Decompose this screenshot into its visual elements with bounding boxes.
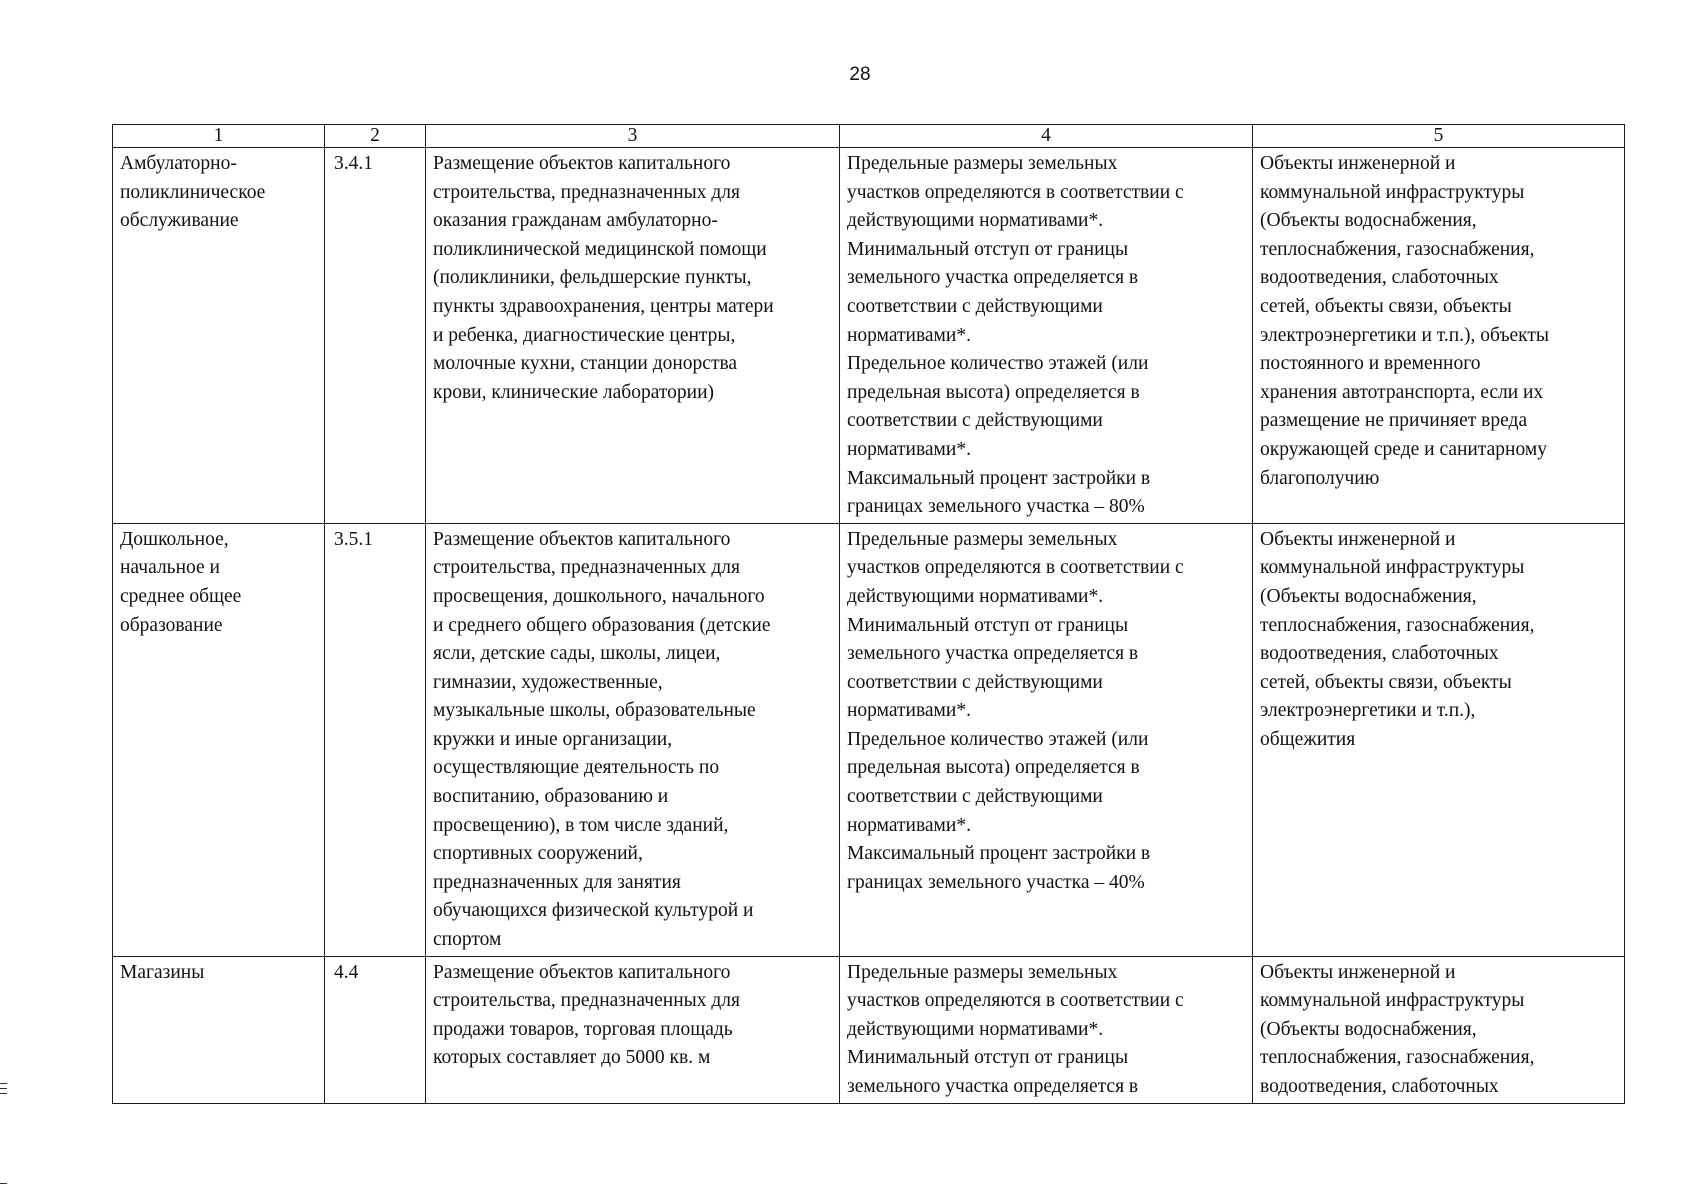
auxiliary-uses-line: (Объекты водоснабжения, (1260, 585, 1477, 607)
use-parameters-line: предельная высота) определяется в (847, 381, 1140, 403)
use-type-name-cell (113, 148, 325, 524)
use-parameters-line: Минимальный отступ от границы (847, 1047, 1129, 1069)
column-number-2: 2 (325, 125, 426, 148)
use-description-line: воспитанию, образованию и (433, 786, 669, 808)
use-type-name-line: Дошкольное, (120, 528, 229, 550)
auxiliary-uses-line: электроэнергетики и т.п.), объекты (1260, 324, 1550, 346)
use-parameters-line: соответствии с действующими (847, 786, 1103, 808)
use-parameters-line: земельного участка определяется в (847, 643, 1139, 665)
use-description-line: оказания гражданам амбулаторно- (433, 210, 718, 232)
auxiliary-uses-line: общежития (1260, 728, 1356, 750)
use-type-name-line: среднее общее (120, 585, 242, 607)
use-parameters-line: действующими нормативами*. (847, 210, 1104, 232)
use-description-line: Размещение объектов капитального (433, 153, 731, 174)
use-description-line: Размещение объектов капитального (433, 528, 731, 550)
use-parameters-line: соответствии с действующими (847, 295, 1103, 317)
use-parameters-line: участков определяются в соответствии с (847, 990, 1184, 1012)
use-description-cell (426, 523, 840, 956)
use-type-name-cell (113, 523, 325, 956)
use-description-line: строительства, предназначенных для (433, 557, 740, 579)
use-parameters-line: Предельное количество этажей (или (847, 353, 1149, 375)
auxiliary-uses-line: теплоснабжения, газоснабжения, (1260, 238, 1535, 260)
use-parameters-line: нормативами*. (847, 438, 971, 460)
use-type-name-line: Амбулаторно- (120, 153, 237, 174)
auxiliary-uses-cell (1253, 148, 1625, 524)
auxiliary-uses-line: Объекты инженерной и (1260, 528, 1456, 550)
use-description-line: музыкальные школы, образовательные (433, 700, 756, 722)
use-parameters-cell (840, 148, 1253, 524)
use-parameters-line: границах земельного участка – 40% (847, 871, 1145, 893)
use-type-code-cell (325, 148, 426, 524)
use-parameters-line: Предельные размеры земельных (847, 153, 1118, 174)
use-parameters-line: действующими нормативами*. (847, 1018, 1104, 1040)
table-row (113, 523, 1625, 956)
use-description-line: предназначенных для занятия (433, 871, 681, 893)
use-description-line: и среднего общего образования (детские (433, 614, 771, 636)
use-description-line: продажи товаров, торговая площадь (433, 1018, 733, 1040)
use-description-line: пункты здравоохранения, центры матери (433, 295, 774, 317)
use-parameters-line: нормативами*. (847, 700, 971, 722)
auxiliary-uses-line: постоянного и временного (1260, 353, 1481, 375)
auxiliary-uses-line: благополучию (1260, 467, 1380, 489)
use-type-name-line: начальное и (120, 557, 220, 579)
use-description-line: спортом (433, 929, 502, 951)
auxiliary-uses-line: размещение не причиняет вреда (1260, 410, 1528, 432)
use-description-line: спортивных сооружений, (433, 843, 643, 865)
use-description-line: строительства, предназначенных для (433, 990, 740, 1012)
use-parameters-cell (840, 523, 1253, 956)
use-description-line: которых составляет до 5000 кв. м (433, 1047, 711, 1069)
auxiliary-uses-line: коммунальной инфраструктуры (1260, 990, 1525, 1012)
auxiliary-uses-line: теплоснабжения, газоснабжения, (1260, 1047, 1535, 1069)
use-description-line: ясли, детские сады, школы, лицеи, (433, 643, 721, 665)
auxiliary-uses-line: коммунальной инфраструктуры (1260, 557, 1525, 579)
use-parameters-line: нормативами*. (847, 814, 971, 836)
table-row (113, 148, 1625, 524)
use-description-line: крови, клинические лаборатории) (433, 381, 715, 403)
margin-tick-mark (0, 1183, 7, 1184)
use-description-line: просвещения, дошкольного, начального (433, 585, 765, 607)
use-parameters-line: соответствии с действующими (847, 671, 1103, 693)
use-description-line: и ребенка, диагностические центры, (433, 324, 736, 346)
use-parameters-line: Предельные размеры земельных (847, 961, 1118, 983)
use-type-name-line: обслуживание (120, 210, 239, 232)
use-parameters-line: Максимальный процент застройки в (847, 843, 1151, 865)
auxiliary-uses-line: хранения автотранспорта, если их (1260, 381, 1544, 403)
use-type-name-cell (113, 956, 325, 1103)
use-description-line: строительства, предназначенных для (433, 181, 740, 203)
auxiliary-uses-line: водоотведения, слаботочных (1260, 643, 1499, 665)
use-parameters-line: земельного участка определяется в (847, 267, 1139, 289)
column-number-3: 3 (426, 125, 840, 148)
use-description-line: молочные кухни, станции донорства (433, 353, 738, 375)
column-number-1: 1 (113, 125, 325, 148)
auxiliary-uses-cell (1253, 523, 1625, 956)
use-description-line: гимназии, художественные, (433, 671, 663, 693)
auxiliary-uses-line: Объекты инженерной и (1260, 961, 1456, 983)
auxiliary-uses-line: теплоснабжения, газоснабжения, (1260, 614, 1535, 636)
use-description-cell (426, 148, 840, 524)
use-description-line: обучающихся физической культурой и (433, 900, 754, 922)
use-description-line: осуществляющие деятельность по (433, 757, 720, 779)
auxiliary-uses-line: сетей, объекты связи, объекты (1260, 671, 1512, 693)
use-type-name-line: поликлиническое (120, 181, 266, 203)
use-parameters-line: Предельные размеры земельных (847, 528, 1118, 550)
auxiliary-uses-cell (1253, 956, 1625, 1103)
auxiliary-uses-line: (Объекты водоснабжения, (1260, 210, 1477, 232)
use-parameters-line: Максимальный процент застройки в (847, 467, 1151, 489)
auxiliary-uses-line: сетей, объекты связи, объекты (1260, 295, 1512, 317)
margin-tick-mark (0, 1093, 7, 1094)
margin-tick-mark (0, 1088, 7, 1089)
use-description-line: просвещению), в том числе зданий, (433, 814, 729, 836)
use-type-code: 4.4 (334, 961, 359, 983)
use-parameters-line: предельная высота) определяется в (847, 757, 1140, 779)
auxiliary-uses-line: (Объекты водоснабжения, (1260, 1018, 1477, 1040)
use-parameters-line: Предельное количество этажей (или (847, 728, 1149, 750)
use-type-code-cell (325, 523, 426, 956)
use-parameters-line: земельного участка определяется в (847, 1076, 1139, 1097)
use-description-line: Размещение объектов капитального (433, 961, 731, 983)
use-parameters-line: Минимальный отступ от границы (847, 238, 1129, 260)
use-description-line: кружки и иные организации, (433, 728, 673, 750)
use-type-code: 3.4.1 (334, 153, 373, 174)
auxiliary-uses-line: электроэнергетики и т.п.), (1260, 700, 1476, 722)
use-parameters-line: действующими нормативами*. (847, 585, 1104, 607)
land-use-table (112, 124, 1625, 1104)
use-parameters-line: Минимальный отступ от границы (847, 614, 1129, 636)
auxiliary-uses-line: Объекты инженерной и (1260, 153, 1456, 174)
table-row (113, 956, 1625, 1103)
use-description-line: поликлинической медицинской помощи (433, 238, 767, 260)
use-description-line: (поликлиники, фельдшерские пункты, (433, 267, 752, 289)
auxiliary-uses-line: водоотведения, слаботочных (1260, 1076, 1499, 1097)
use-type-name-line: образование (120, 614, 223, 636)
column-number-4: 4 (840, 125, 1253, 148)
auxiliary-uses-line: окружающей среде и санитарному (1260, 438, 1547, 460)
use-description-cell (426, 956, 840, 1103)
use-parameters-line: соответствии с действующими (847, 410, 1103, 432)
use-type-name-line: Магазины (120, 961, 205, 983)
use-parameters-line: границах земельного участка – 80% (847, 496, 1145, 518)
use-parameters-line: нормативами*. (847, 324, 971, 346)
use-parameters-line: участков определяются в соответствии с (847, 181, 1184, 203)
auxiliary-uses-line: коммунальной инфраструктуры (1260, 181, 1525, 203)
use-parameters-line: участков определяются в соответствии с (847, 557, 1184, 579)
use-parameters-cell (840, 956, 1253, 1103)
use-type-code: 3.5.1 (334, 528, 373, 550)
column-number-5: 5 (1253, 125, 1625, 148)
use-type-code-cell (325, 956, 426, 1103)
table-header-row (113, 125, 1625, 148)
auxiliary-uses-line: водоотведения, слаботочных (1260, 267, 1499, 289)
margin-tick-mark (0, 1083, 7, 1084)
page-number: 28 (849, 64, 871, 85)
